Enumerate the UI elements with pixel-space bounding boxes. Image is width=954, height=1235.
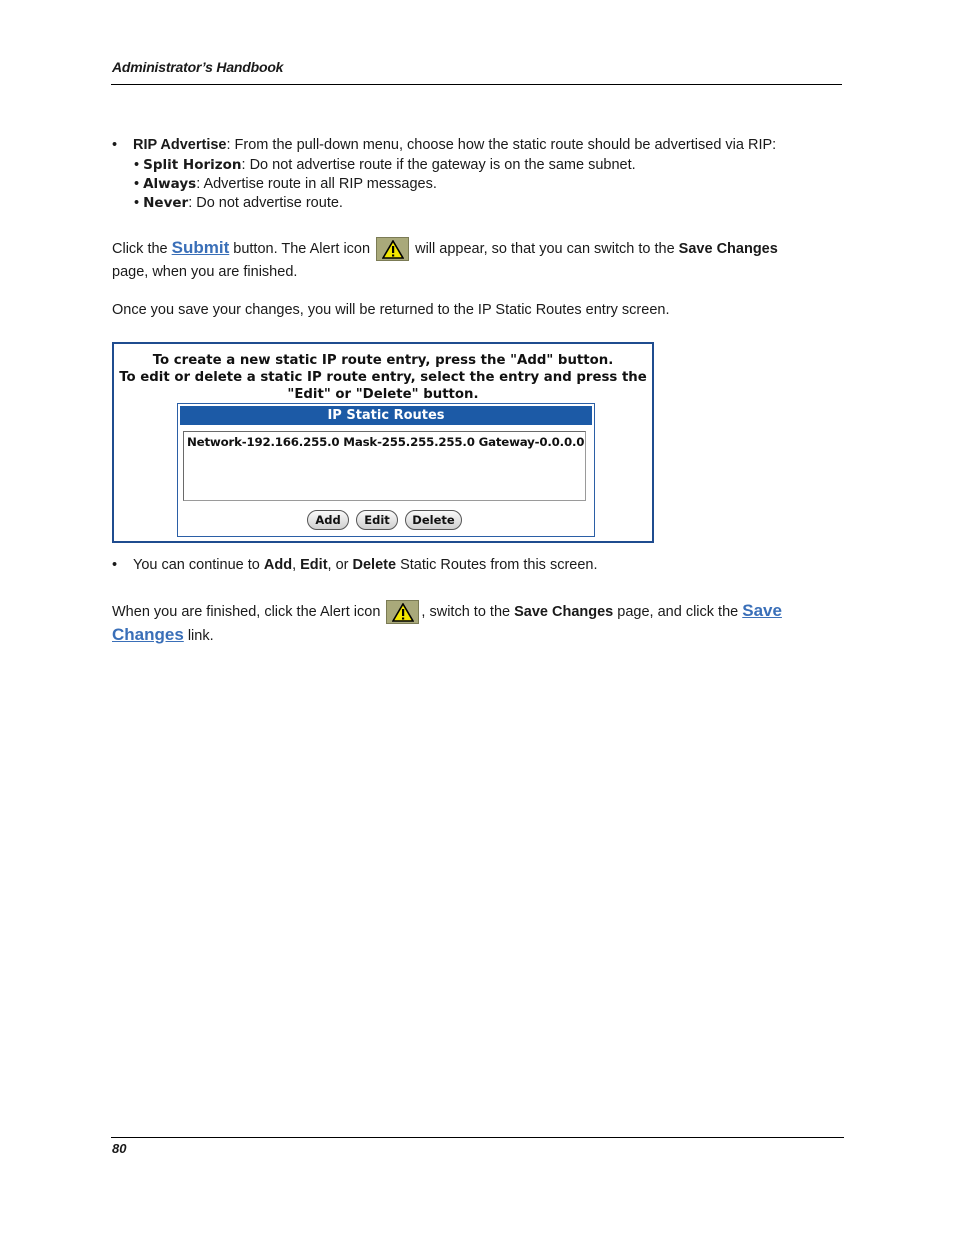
page-number: 80 bbox=[112, 1141, 127, 1156]
list-item: • Split Horizon: Do not advertise route if the gateway is on the same subnet. bbox=[134, 157, 636, 173]
add-button[interactable]: Add bbox=[307, 510, 349, 530]
list-item: • Always: Advertise route in all RIP messages. bbox=[134, 176, 437, 192]
running-header: Administrator’s Handbook bbox=[112, 59, 284, 75]
rip-advertise-term: RIP Advertise bbox=[133, 137, 227, 153]
route-entry[interactable]: Network-192.166.255.0 Mask-255.255.255.0 Gateway-0.0.0.0 bbox=[187, 435, 585, 449]
list-item: • Never: Do not advertise route. bbox=[134, 195, 343, 211]
header-rule bbox=[111, 84, 842, 85]
finish-paragraph: When you are finished, click the Alert icon , switch to the Save Changes page, and click the Save bbox=[112, 600, 782, 624]
finish-paragraph-line2: Changes link. bbox=[112, 625, 214, 644]
ip-static-routes-box bbox=[177, 403, 595, 537]
bullet-dot: • bbox=[112, 137, 118, 153]
save-changes-link[interactable]: Save bbox=[742, 601, 782, 620]
ip-static-routes-screenshot bbox=[112, 342, 654, 543]
save-changes-link-cont[interactable]: Changes bbox=[112, 625, 184, 644]
rip-options-list bbox=[134, 156, 636, 213]
footer-rule bbox=[111, 1137, 844, 1138]
delete-button[interactable]: Delete bbox=[405, 510, 462, 530]
instructions-text: To create a new static IP route entry, press the "Add" button. To edit or delete a static IP route entry, select the entry and press the "Edit" or "Delete" button. bbox=[119, 353, 647, 402]
routes-listbox[interactable] bbox=[183, 431, 586, 501]
alert-warning-icon bbox=[376, 237, 409, 261]
submit-paragraph: Click the Submit button. The Alert icon will appear, so that you can switch to the Save Changes bbox=[112, 237, 778, 261]
rip-advertise-desc: : From the pull-down menu, choose how the static route should be advertised via RIP: bbox=[226, 137, 777, 153]
return-paragraph: Once you save your changes, you will be returned to the IP Static Routes entry screen. bbox=[112, 302, 670, 318]
continue-bullet: • bbox=[112, 557, 118, 573]
continue-bullet-text: You can continue to Add, Edit, or Delete Static Routes from this screen. bbox=[133, 557, 598, 573]
ip-static-routes-title: IP Static Routes bbox=[180, 406, 592, 425]
alert-warning-icon bbox=[386, 600, 419, 624]
submit-link[interactable]: Submit bbox=[171, 238, 230, 257]
submit-paragraph-line2: page, when you are finished. bbox=[112, 264, 298, 280]
edit-button[interactable]: Edit bbox=[356, 510, 398, 530]
